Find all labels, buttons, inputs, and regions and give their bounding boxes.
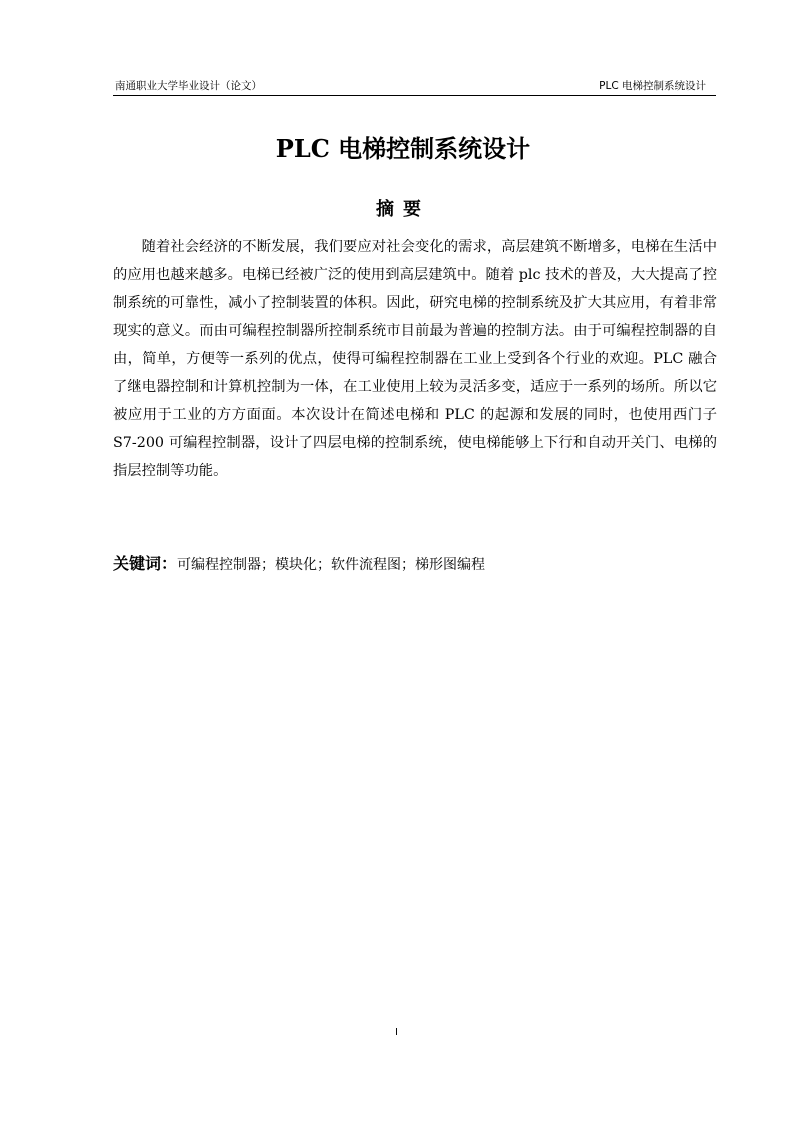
keywords-line — [113, 551, 717, 578]
document-title: PLC 电梯控制系统设计 — [275, 134, 531, 163]
page-header — [113, 79, 716, 96]
header-left-text: 南通职业大学毕业设计（论文） — [115, 80, 262, 92]
page-number: I — [395, 1027, 398, 1038]
abstract-heading: 摘要 — [376, 199, 430, 220]
keywords-label: 关键词： — [113, 554, 178, 573]
header-right-text: PLC 电梯控制系统设计 — [599, 80, 706, 92]
abstract-paragraph: 随着社会经济的不断发展，我们要应对社会变化的需求，高层建筑不断增多，电梯在生活中的应用也越来越多。电梯已经被广泛的使用到高层建筑中。随着 plc 技术的普及，大大提高了控制系统的可靠性，减小了控制装置的体积。因此，研究电梯的控制系统及扩大其应用，有着非常现实的意义。而由可编程控制器所控制系统市目前最为普遍的控制方法。由于可编程控制器的自由，简单，方便等一系列的优点，使得可编程控制器在工业上受到各个行业的欢迎。PLC 融合了继电器控制和计算机控制为一体，在工业使用上较为灵活多变，适应于一系列的场所。所以它被应用于工业的方方面面。本次设计在简述电梯和 PLC 的起源和发展的同时，也使用西门子 S7-200 可编程控制器，设计了四层电梯的控制系统，使电梯能够上下行和自动开关门、电梯的指层控制等功能。 — [113, 239, 717, 479]
keywords-text: 可编程控制器；模块化；软件流程图；梯形图编程 — [177, 557, 486, 573]
